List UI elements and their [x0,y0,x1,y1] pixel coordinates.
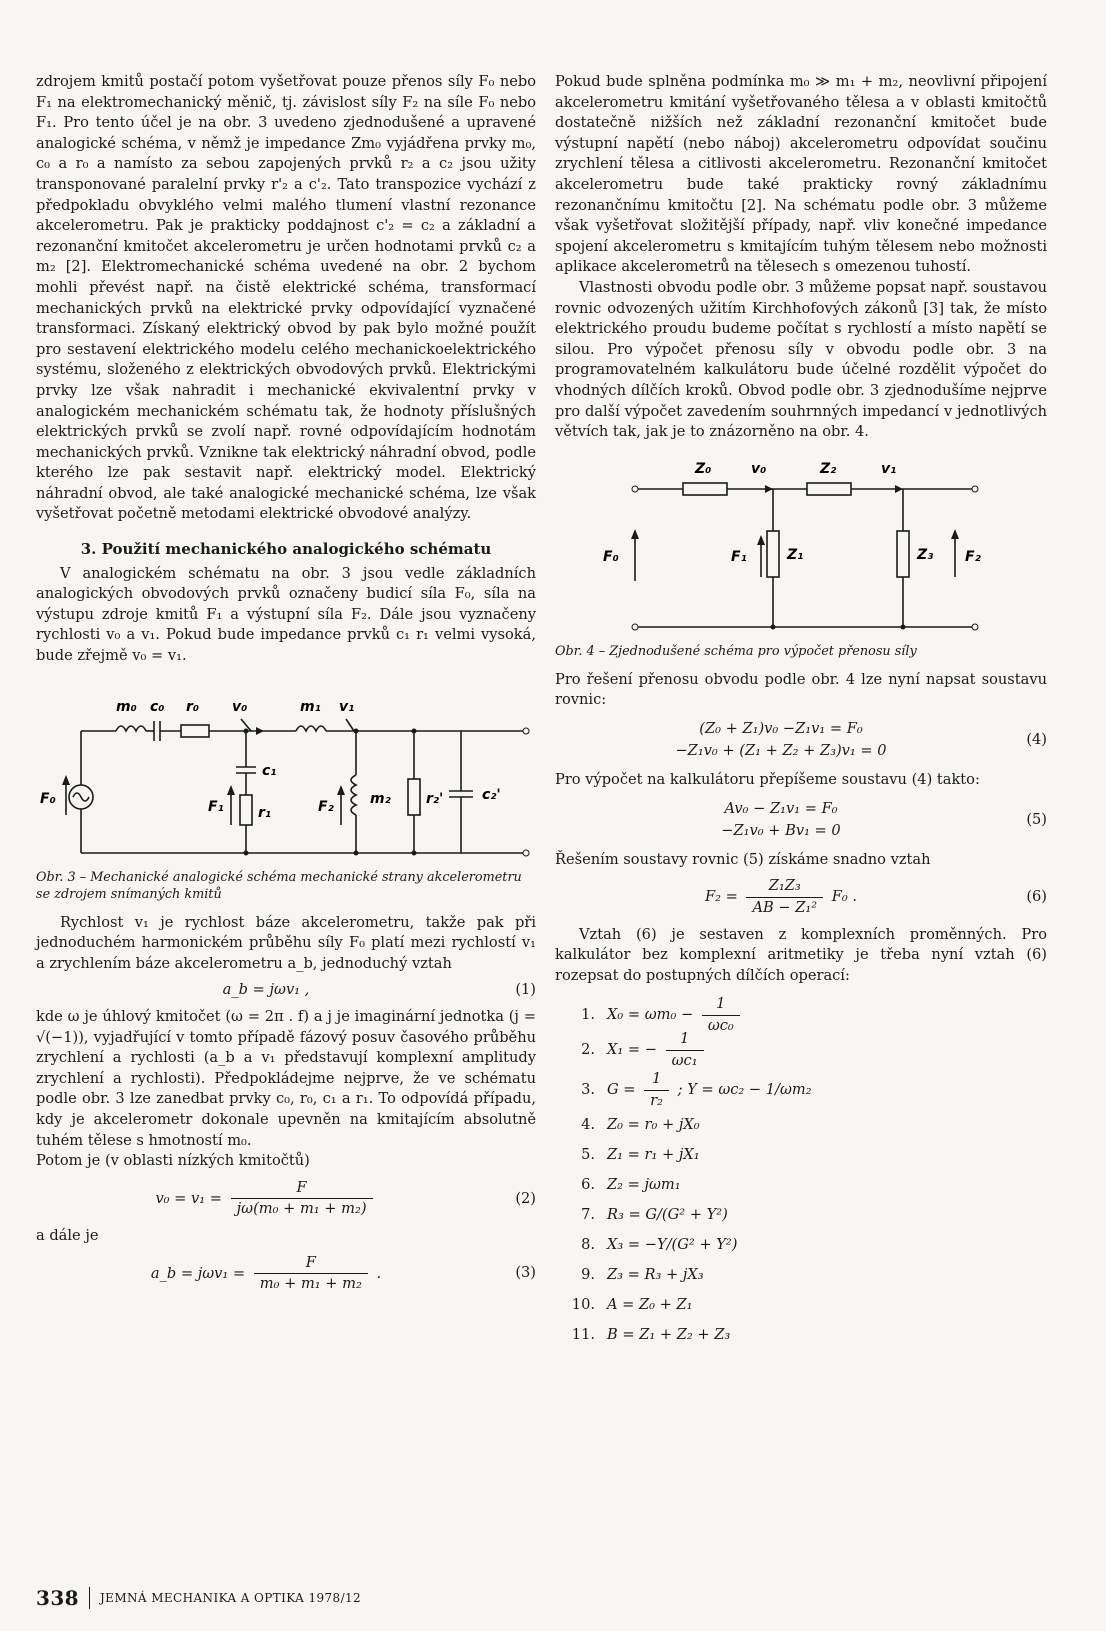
label-v1: v₁ [339,698,355,715]
operation-item: 1. X₀ = ωm₀ − $\frac{1}{\text{ωc₀}}$ [555,1000,1047,1030]
label-v1: v₁ [881,460,897,477]
operation-item: 3. G = $\frac{1}{\text{r₂}}$ ; Y = ωc₂ − 1/ωm₂ [581,1070,812,1109]
label-m1: m₁ [300,698,321,715]
paragraph: Vlastnosti obvodu podle obr. 3 můžeme popsat např. soustavou rovnic odvozených užitím Kirchhofových zákonů [3] tak, že místo elektrického proudu budeme počítat s rychlostí a místo napětí se silou. Pro výpočet přenosu síly v obvodu podle obr. 3 na programovatelném kalkulátoru bude účelné rozdělit výpočet do vhodných dílčích kroků. Obvod podle obr. 3 zjednodušíme nejprve pro další výpočet zavedením souhrnných impedancí v jednotlivých větvích tak, jak je to znázorněno na obr. 4. [555,278,1047,441]
label-v0: v₀ [232,698,248,715]
label-z1: Z₁ [787,546,804,563]
figure-4-caption: Obr. 4 – Zjednodušené schéma pro výpočet přenosu síly [555,643,917,659]
equation-2: v₀ = v₁ = $\frac{F}{\text{jω(m₀ + m₁ + m₂)}}$ (2) [155,1178,536,1218]
equation-1: a_b = jωv₁ , (1) [222,981,536,999]
operations-list [555,995,1047,1350]
label-m2: m₂ [370,790,391,807]
equation-4: (Z₀ + Z₁)v₀ −Z₁v₁ = F₀ −Z₁v₀ + (Z₁ + Z₂ + Z₃)v₁ = 0 (4) [675,719,1047,760]
equation-3: a_b = jωv₁ = $\frac{F}{\text{m₀ + m₁ + m₂}}$ . (3) [150,1253,536,1293]
operation-item: 11. B = Z₁ + Z₂ + Z₃ [571,1326,731,1344]
label-z2: Z₂ [820,460,837,477]
label-z0: Z₀ [695,460,712,477]
operation-item: 4. Z₀ = r₀ + jX₀ [581,1116,700,1134]
left-column [36,72,536,1301]
label-f0: F₀ [603,548,619,565]
paragraph: kde ω je úhlový kmitočet (ω = 2π . f) a j je imaginární jednotka (j = √(−1)), vyjadřující v tomto případě fázový posuv časového průběhu zrychlení a rychlosti (a_b a v₁ představují komplexní amplitudy zrychlení a rychlosti). Předpokládejme nejprve, že ve schématu podle obr. 3 lze zanedbat prvky c₀, r₀, c₁ a r₁. To odpovídá případu, kdy je akcelerometr dokonale upevněn na kmitajícím absolutně tuhém tělese s hmotností m₀. [36,1008,536,1149]
equation-5: Av₀ − Z₁v₁ = F₀ −Z₁v₀ + Bv₁ = 0 (5) [721,799,1047,840]
operation-item: 10. A = Z₀ + Z₁ [571,1296,693,1314]
label-f1: F₁ [731,548,747,565]
label-f2: F₂ [965,548,981,565]
operation-item: 2. X₁ = − $\frac{1}{\text{ωc₁}}$ [555,1030,1047,1070]
label-z3: Z₃ [917,546,934,563]
paragraph: Pro řešení přenosu obvodu podle obr. 4 lze nyní napsat soustavu rovnic: [555,670,1047,709]
label-c0: c₀ [150,698,165,715]
label-c1: c₁ [262,762,277,779]
label-c2p: c₂' [482,786,501,803]
label-r1: r₁ [258,804,272,821]
paragraph: V analogickém schématu na obr. 3 jsou vedle základních analogických obvodových prvků označeny budicí síla F₀, síla na výstupu zdroje kmitů F₁ a výstupní síla F₂. Dále jsou vyznačeny rychlosti v₀ a v₁. Pokud bude impedance prvků c₁ r₁ velmi vysoká, bude zřejmě v₀ = v₁. [36,564,536,665]
label-r0: r₀ [186,698,200,715]
page-number: 338 [36,1586,79,1610]
paragraph: Rychlost v₁ je rychlost báze akcelerometru, takže pak při jednoduchém harmonickém průběhu síly F₀ platí mezi rychlostí v₁ a zrychlením báze akcelerometru a_b, jednoduchý vztah [36,913,536,972]
paragraph: Vztah (6) je sestaven z komplexních proměnných. Pro kalkulátor bez komplexní aritmetiky je třeba nyní vztah (6) rozepsat do postupných dílčích operací: [555,925,1047,984]
section-heading: 3. Použití mechanického analogického schématu [80,540,492,559]
paragraph: Řešením soustavy rovnic (5) získáme snadno vztah [555,850,931,868]
label-f0: F₀ [40,790,56,807]
paragraph: a dále je [36,1226,99,1244]
paragraph: zdrojem kmitů postačí potom vyšetřovat pouze přenos síly F₀ nebo F₁ na elektromechanický měnič, tj. závislost síly F₂ na síle F₀ nebo F₁. Pro tento účel je na obr. 3 uvedeno zjednodušené a upravené analogické schéma, v němž je impedance Zm₀ vyjádřena prvky m₀, c₀ a r₀ a namísto za sebou zapojených prvků r₂ a c₂ jsou užity transponované paralelní prvky r'₂ a c'₂. Tato transpozice vychází z předpokladu obvyklého velmi malého tlumení vlastní rezonance akcelerometru. Pak je prakticky poddajnost c'₂ = c₂ a základní a rezonanční kmitočet akcelerometru je určen hodnotami prvků c₂ a m₂ [2]. Elektromechanické schéma uvedené na obr. 2 bychom mohli převést např. na čistě elektrické schéma, transformací mechanických prvků na elektrické prvky odpovídající vyznačené transformaci. Získaný elektrický obvod by pak bylo možné použít pro sestavení elektrického modelu celého mechanickoelektrického systému, složeného z elektrických obvodových prvků. Elektrickými prvky lze však nahradit i mechanické ekvivalentní prvky v analogickém mechanickém schématu tak, že hodnoty příslušných elektrických prvků se zvolí např. rovné odpovídajícím hodnotám mechanických prvků. Vznikne tak elektrický náhradní obvod, podle kterého lze pak sestavit např. elektrický model. Elektrický náhradní obvod, ale také analogické mechanické schéma, lze však vyšetřovat početně metodami elektrické obvodové analýzy. [36,73,536,523]
paragraph: Pokud bude splněna podmínka m₀ ≫ m₁ + m₂, neovlivní připojení akcelerometru kmitání vyšetřovaného tělesa a v oblasti kmitočtů dostatečně nižších než základní rezonanční kmitočet bude výstupní napětí (nebo náboj) akcelerometru odpovídat součinu zrychlení tělesa a citlivosti akcelerometru. Rezonanční kmitočet akcelerometru bude také prakticky rovný základnímu rezonančnímu kmitočtu [2]. Na schématu podle obr. 3 můžeme však vyšetřovat složitější případy, např. vliv konečné impedance spojení akcelerometru s kmitajícím tuhým tělesem nebo možnosti aplikace akcelerometrů na tělesech s omezenou tuhostí. [555,73,1047,276]
right-column [555,72,1047,1350]
figure-3-schematic [36,675,536,865]
label-r2p: r₂' [426,790,444,807]
operation-item: 7. R₃ = G/(G² + Y²) [581,1206,728,1224]
page-footer [36,1586,361,1610]
operation-item: 9. Z₃ = R₃ + jX₃ [581,1266,704,1284]
figure-4-schematic [555,449,1047,639]
label-f2: F₂ [318,798,334,815]
paragraph: Pro výpočet na kalkulátoru přepíšeme soustavu (4) takto: [555,771,980,789]
operation-item: 8. X₃ = −Y/(G² + Y²) [581,1236,738,1254]
label-f1: F₁ [208,798,224,815]
label-m0: m₀ [116,698,137,715]
paragraph: Potom je (v oblasti nízkých kmitočtů) [36,1152,310,1170]
journal-name: JEMNÁ MECHANIKA A OPTIKA 1978/12 [99,1591,362,1605]
operation-item: 6. Z₂ = jωm₁ [581,1176,681,1194]
operation-item: 5. Z₁ = r₁ + jX₁ [581,1146,700,1164]
figure-3-caption: Obr. 3 – Mechanické analogické schéma mechanické strany akcelerometru se zdrojem snímaných kmitů [36,869,522,902]
label-v0: v₀ [751,460,767,477]
equation-6: F₂ = $\frac{\text{Z₁Z₃}}{\text{AB − Z₁²}}$ F₀ . (6) [704,877,1047,917]
divider [89,1587,90,1609]
